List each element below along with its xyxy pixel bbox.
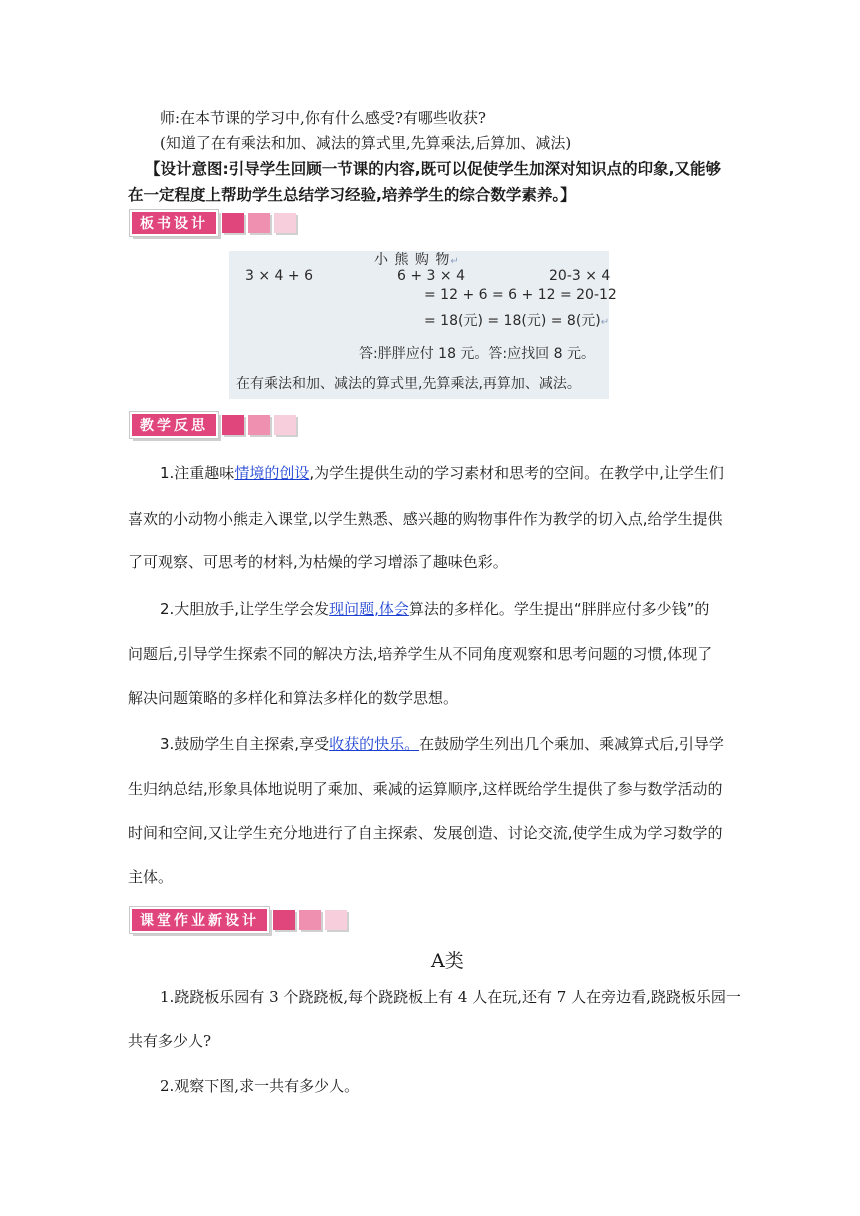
board-design-panel: [229, 251, 617, 399]
reflection-3-line-3: 时间和空间,又让学生充分地进行了自主探索、发展创造、讨论交流,使学生成为学习数学的: [128, 824, 723, 842]
section-title-homework: 课堂作业新设计: [130, 907, 269, 933]
decor-square-icon: [274, 415, 296, 435]
section-header-teaching-reflection: [130, 412, 296, 438]
reflection-1-line-3: 了可观察、可思考的材料,为枯燥的学习增添了趣味色彩。: [128, 553, 508, 571]
reflection-2-line-2: 问题后,引导学生探索不同的解决方法,培养学生从不同角度观察和思考问题的习惯,体现了: [128, 645, 713, 663]
section-header-board-design: [130, 210, 296, 236]
design-intent-line-1: 【设计意图:引导学生回顾一节课的内容,既可以促使学生加深对知识点的印象,又能够: [145, 160, 721, 178]
link-discover-problem[interactable]: 现问题,体会: [329, 600, 409, 618]
decor-square-icon: [273, 910, 295, 930]
category-title: A类: [431, 950, 464, 972]
link-joy-of-gain[interactable]: 收获的快乐。: [329, 735, 420, 753]
section-header-homework: [130, 907, 347, 933]
summary-answer: (知道了在有乘法和加、减法的算式里,先算乘法,后算加、减法): [160, 134, 572, 152]
teacher-question: 师:在本节课的学习中,你有什么感受?有哪些收获?: [160, 109, 486, 127]
reflection-3-line-4: 主体。: [128, 868, 174, 886]
board-expression-1: 3 × 4 + 6: [245, 268, 313, 284]
section-title-board-design: 板书设计: [130, 210, 218, 236]
decor-square-icon: [274, 213, 296, 233]
decor-square-icon: [248, 213, 270, 233]
section-title-teaching-reflection: 教学反思: [130, 412, 218, 438]
board-rule: 在有乘法和加、减法的算式里,先算乘法,再算加、减法。: [236, 376, 581, 392]
board-step-row-3: = 18(元) = 18(元) = 8(元)↵: [424, 313, 610, 329]
decor-square-icon: [222, 213, 244, 233]
reflection-2-line-1: 2.大胆放手,让学生学会发现问题,体会算法的多样化。学生提出“胖胖应付多少钱”的: [160, 600, 710, 618]
question-2: 2.观察下图,求一共有多少人。: [160, 1077, 360, 1095]
reflection-3-line-2: 生归纳总结,形象具体地说明了乘加、乘减的运算顺序,这样既给学生提供了参与数学活动的: [128, 780, 723, 798]
question-1-line-1: 1.跷跷板乐园有 3 个跷跷板,每个跷跷板上有 4 人在玩,还有 7 人在旁边看,跷跷板乐园一: [160, 988, 741, 1006]
link-situation-creation[interactable]: 情境的创设: [234, 464, 310, 482]
reflection-1-line-1: 1.注重趣味情境的创设,为学生提供生动的学习素材和思考的空间。在教学中,让学生们: [160, 464, 724, 482]
board-answer: 答:胖胖应付 18 元。答:应找回 8 元。: [359, 346, 595, 362]
board-title: 小 熊 购 物↵: [374, 252, 460, 268]
board-step-row-2: = 12 + 6 = 6 + 12 = 20-12: [424, 287, 617, 303]
board-expression-2: 6 + 3 × 4: [397, 268, 465, 284]
reflection-3-line-1: 3.鼓励学生自主探索,享受收获的快乐。在鼓励学生列出几个乘加、乘减算式后,引导学: [160, 735, 724, 753]
decor-square-icon: [325, 910, 347, 930]
decor-square-icon: [222, 415, 244, 435]
reflection-1-line-2: 喜欢的小动物小熊走入课堂,以学生熟悉、感兴趣的购物事件作为教学的切入点,给学生提供: [128, 510, 723, 528]
design-intent-line-2: 在一定程度上帮助学生总结学习经验,培养学生的综合数学素养。】: [128, 186, 576, 204]
reflection-2-line-3: 解决问题策略的多样化和算法多样化的数学思想。: [128, 689, 459, 707]
decor-square-icon: [299, 910, 321, 930]
question-1-line-2: 共有多少人?: [128, 1032, 212, 1050]
decor-square-icon: [248, 415, 270, 435]
board-expression-3: 20-3 × 4: [549, 268, 611, 284]
